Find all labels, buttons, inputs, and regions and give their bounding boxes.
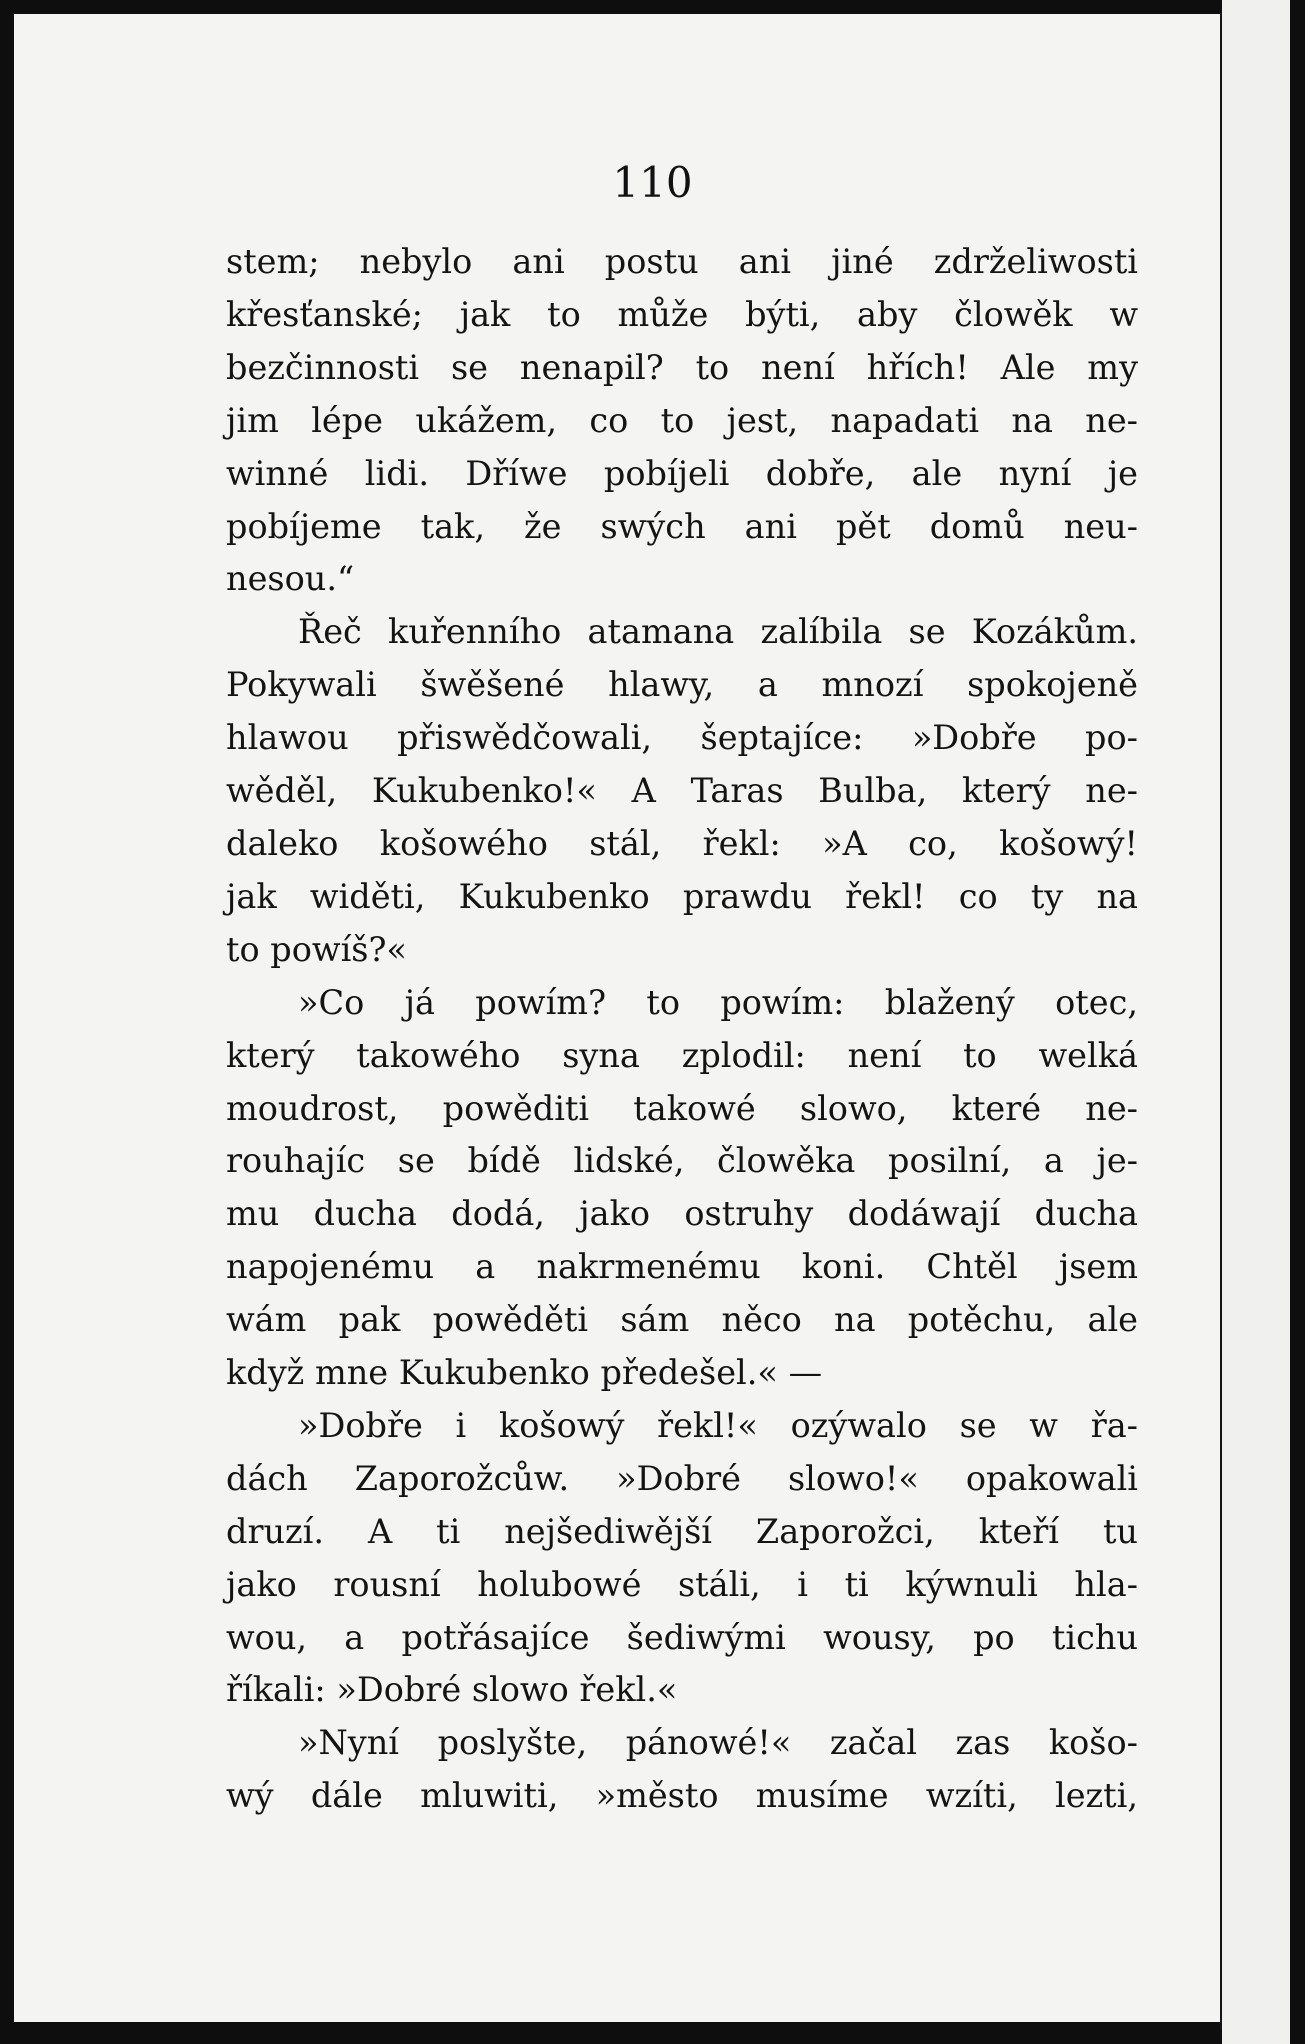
text-line: nesou.“ <box>226 559 355 599</box>
text-line: Pokywali šwěšené hlawy, a mnozí spokojeně <box>226 665 1138 705</box>
text-line: »Co já powím? to powím: blažený otec, <box>298 982 1138 1022</box>
text-line: jak widěti, Kukubenko prawdu řekl! co ty na <box>226 876 1138 916</box>
text-line: moudrost, powěditi takowé slowo, které ne- <box>226 1088 1138 1128</box>
text-line: říkali: »Dobré slowo řekl.« <box>226 1670 678 1710</box>
text-line: bezčinnosti se nenapil? to není hřích! Ale my <box>226 347 1138 387</box>
text-line: daleko košowého stál, řekl: »A co, košowý! <box>226 823 1138 863</box>
text-line: to powíš?« <box>226 929 407 969</box>
text-line: wý dále mluwiti, »město musíme wzíti, lezti, <box>226 1776 1138 1816</box>
text-line: »Nyní poslyšte, pánowé!« začal zas košo- <box>298 1723 1138 1763</box>
page-number: 110 <box>612 158 693 207</box>
text-line: hlawou přiswědčowali, šeptajíce: »Dobře po- <box>226 718 1138 758</box>
text-line: »Dobře i košowý řekl!« ozýwalo se w řa- <box>298 1405 1138 1445</box>
text-line: wám pak powěděti sám něco na potěchu, ale <box>226 1300 1138 1340</box>
text-line: napojenému a nakrmenému koni. Chtěl jsem <box>226 1247 1138 1287</box>
text-line: rouhajíc se bídě lidské, člowěka posilní, a je- <box>226 1141 1138 1181</box>
text-line: winné lidi. Dříwe pobíjeli dobře, ale nyní je <box>226 453 1138 493</box>
text-line: stem; nebylo ani postu ani jiné zdrželiwosti <box>226 242 1138 281</box>
text-line: wěděl, Kukubenko!« A Taras Bulba, který ne- <box>226 771 1138 811</box>
text-line: který takowého syna zplodil: není to welká <box>226 1035 1138 1075</box>
text-line: když mne Kukubenko předešel.« — <box>226 1353 823 1393</box>
text-line: mu ducha dodá, jako ostruhy dodáwají ducha <box>226 1194 1138 1234</box>
text-line: jako rousní holubowé stáli, i ti kýwnuli hla- <box>226 1564 1138 1604</box>
text-line: křesťanské; jak to může býti, aby člowěk w <box>226 294 1138 334</box>
text-line: pobíjeme tak, že swých ani pět domů neu- <box>226 506 1138 546</box>
text-line: jim lépe ukážem, co to jest, napadati na ne- <box>226 400 1138 440</box>
scan-border <box>1290 0 1305 2044</box>
text-line: druzí. A ti nejšediwější Zaporožci, kteří tu <box>226 1511 1138 1551</box>
text-line: Řeč kuřenního atamana zalíbila se Kozákům. <box>298 612 1138 652</box>
body-text <box>226 236 1138 1823</box>
text-line: wou, a potřásajíce šediwými wousy, po tichu <box>226 1617 1138 1657</box>
text-line: dách Zaporožcůw. »Dobré slowo!« opakowali <box>226 1458 1138 1498</box>
